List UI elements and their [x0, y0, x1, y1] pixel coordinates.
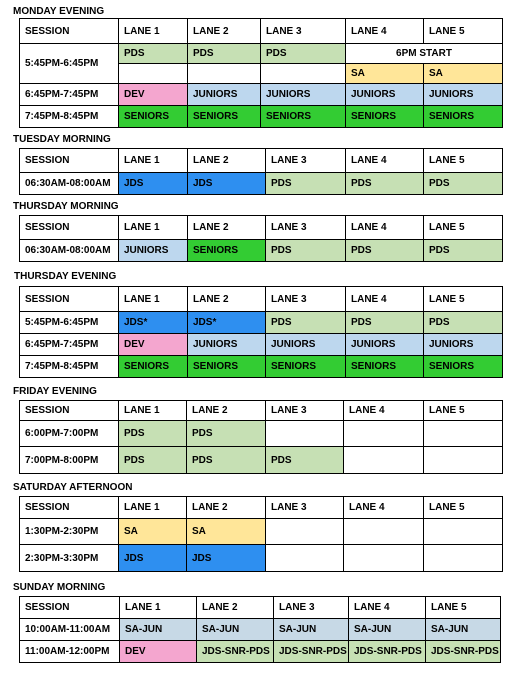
lane-cell: SA	[186, 518, 266, 545]
session-time: 6:45PM-7:45PM	[19, 333, 119, 356]
header-lane-2: LANE 2	[187, 148, 266, 173]
header-lane-5: LANE 5	[423, 215, 503, 240]
header-lane-5: LANE 5	[423, 148, 503, 173]
lane-cell: PDS	[186, 446, 266, 474]
lane-cell: JUNIORS	[423, 83, 503, 106]
lane-cell: JUNIORS	[187, 333, 266, 356]
lane-cell: PDS	[345, 239, 424, 262]
lane-cell: PDS	[118, 43, 188, 64]
lane-cell: SA-JUN	[273, 618, 349, 641]
section-title: SUNDAY MORNING	[13, 582, 106, 593]
lane-cell: SENIORS	[345, 355, 424, 378]
session-time: 06:30AM-08:00AM	[19, 239, 119, 262]
header-lane-2: LANE 2	[196, 596, 274, 619]
header-lane-1: LANE 1	[119, 596, 197, 619]
header-lane-5: LANE 5	[423, 496, 503, 519]
session-time: 7:00PM-8:00PM	[19, 446, 119, 474]
lane-cell: JDS	[118, 544, 187, 572]
session-time: 7:45PM-8:45PM	[19, 355, 119, 378]
lane-cell: SENIORS	[187, 105, 261, 128]
session-time: 06:30AM-08:00AM	[19, 172, 119, 195]
lane-cell: SENIORS	[260, 105, 346, 128]
session-time: 7:45PM-8:45PM	[19, 105, 119, 128]
lane-cell: SENIORS	[345, 105, 424, 128]
lane-cell	[265, 518, 344, 545]
header-session: SESSION	[19, 148, 119, 173]
section-title: THURSDAY EVENING	[14, 271, 117, 282]
lane-cell: JDS-SNR-PDS	[348, 640, 426, 663]
lane-cell	[187, 63, 261, 84]
header-lane-1: LANE 1	[118, 215, 188, 240]
header-lane-2: LANE 2	[187, 18, 261, 44]
lane-cell: JUNIORS	[423, 333, 503, 356]
header-lane-4: LANE 4	[343, 496, 424, 519]
header-session: SESSION	[19, 496, 119, 519]
header-lane-5: LANE 5	[423, 18, 503, 44]
lane-cell: PDS	[423, 239, 503, 262]
header-lane-1: LANE 1	[118, 496, 187, 519]
lane-cell: JDS-SNR-PDS	[425, 640, 501, 663]
lane-cell: SENIORS	[187, 355, 266, 378]
lane-cell: SENIORS	[118, 355, 188, 378]
header-session: SESSION	[19, 18, 119, 44]
lane-cell	[118, 63, 188, 84]
lane-cell: SENIORS	[423, 355, 503, 378]
lane-cell: PDS	[423, 311, 503, 334]
lane-cell: PDS	[345, 311, 424, 334]
lane-cell: PDS	[423, 172, 503, 195]
lane-cell: JDS*	[118, 311, 188, 334]
lane-cell: JDS-SNR-PDS	[196, 640, 274, 663]
lane-cell: JUNIORS	[345, 83, 424, 106]
lane-cell	[423, 518, 503, 545]
lane-cell	[423, 446, 503, 474]
lane-cell	[343, 446, 424, 474]
lane-cell	[343, 544, 424, 572]
lane-cell: SENIORS	[265, 355, 346, 378]
header-lane-3: LANE 3	[265, 215, 346, 240]
header-session: SESSION	[19, 596, 120, 619]
section-title: TUESDAY MORNING	[13, 134, 111, 145]
header-lane-5: LANE 5	[423, 286, 503, 312]
lane-cell: JDS	[118, 172, 188, 195]
session-time: 6:00PM-7:00PM	[19, 420, 119, 447]
lane-cell: DEV	[118, 333, 188, 356]
lane-cell	[423, 544, 503, 572]
header-session: SESSION	[19, 215, 119, 240]
lane-cell: SENIORS	[118, 105, 188, 128]
header-lane-3: LANE 3	[265, 400, 344, 421]
lane-cell: SA	[345, 63, 424, 84]
lane-cell: PDS	[345, 172, 424, 195]
lane-cell: SA-JUN	[119, 618, 197, 641]
lane-cell: SA-JUN	[196, 618, 274, 641]
session-time: 5:45PM-6:45PM	[19, 311, 119, 334]
lane-cell: JDS-SNR-PDS	[273, 640, 349, 663]
header-lane-2: LANE 2	[187, 215, 266, 240]
section-title: MONDAY EVENING	[13, 6, 105, 17]
lane-cell: PDS	[265, 172, 346, 195]
lane-cell	[423, 420, 503, 447]
lane-cell: JDS	[187, 172, 266, 195]
lane-cell: JUNIORS	[260, 83, 346, 106]
lane-cell: PDS	[186, 420, 266, 447]
lane-cell: PDS	[265, 446, 344, 474]
section-title: FRIDAY EVENING	[13, 386, 97, 397]
header-lane-5: LANE 5	[423, 400, 503, 421]
lane-cell: JUNIORS	[187, 83, 261, 106]
header-lane-1: LANE 1	[118, 400, 187, 421]
lane-cell: PDS	[265, 311, 346, 334]
lane-cell: PDS	[265, 239, 346, 262]
lane-cell: SA	[423, 63, 503, 84]
header-lane-5: LANE 5	[425, 596, 501, 619]
session-time: 5:45PM-6:45PM	[19, 43, 119, 84]
lane-cell: JUNIORS	[345, 333, 424, 356]
lane-cell	[343, 420, 424, 447]
session-time: 10:00AM-11:00AM	[19, 618, 120, 641]
header-lane-4: LANE 4	[345, 148, 424, 173]
lane-cell: JUNIORS	[265, 333, 346, 356]
lane-cell: SENIORS	[187, 239, 266, 262]
lane-cell	[260, 63, 346, 84]
header-lane-3: LANE 3	[260, 18, 346, 44]
lane-cell: DEV	[118, 83, 188, 106]
start-time-note: 6PM START	[345, 43, 503, 64]
lane-cell: JDS*	[187, 311, 266, 334]
header-lane-3: LANE 3	[265, 148, 346, 173]
lane-cell: SA-JUN	[348, 618, 426, 641]
header-lane-3: LANE 3	[273, 596, 349, 619]
lane-cell: SENIORS	[423, 105, 503, 128]
header-lane-4: LANE 4	[343, 400, 424, 421]
section-title: THURSDAY MORNING	[13, 201, 119, 212]
section-title: SATURDAY AFTERNOON	[13, 482, 133, 493]
lane-cell	[343, 518, 424, 545]
lane-cell: JUNIORS	[118, 239, 188, 262]
lane-cell: PDS	[118, 446, 187, 474]
session-time: 2:30PM-3:30PM	[19, 544, 119, 572]
header-lane-4: LANE 4	[348, 596, 426, 619]
lane-cell	[265, 544, 344, 572]
lane-cell: PDS	[187, 43, 261, 64]
header-lane-1: LANE 1	[118, 148, 188, 173]
lane-cell: DEV	[119, 640, 197, 663]
header-lane-1: LANE 1	[118, 286, 188, 312]
header-lane-4: LANE 4	[345, 215, 424, 240]
session-time: 1:30PM-2:30PM	[19, 518, 119, 545]
lane-cell: SA-JUN	[425, 618, 501, 641]
header-session: SESSION	[19, 400, 119, 421]
session-time: 6:45PM-7:45PM	[19, 83, 119, 106]
lane-cell: JDS	[186, 544, 266, 572]
header-lane-1: LANE 1	[118, 18, 188, 44]
lane-cell	[265, 420, 344, 447]
header-lane-4: LANE 4	[345, 286, 424, 312]
header-session: SESSION	[19, 286, 119, 312]
header-lane-3: LANE 3	[265, 496, 344, 519]
lane-cell: PDS	[260, 43, 346, 64]
header-lane-4: LANE 4	[345, 18, 424, 44]
lane-cell: SA	[118, 518, 187, 545]
header-lane-3: LANE 3	[265, 286, 346, 312]
lane-cell: PDS	[118, 420, 187, 447]
header-lane-2: LANE 2	[187, 286, 266, 312]
header-lane-2: LANE 2	[186, 496, 266, 519]
session-time: 11:00AM-12:00PM	[19, 640, 120, 663]
header-lane-2: LANE 2	[186, 400, 266, 421]
